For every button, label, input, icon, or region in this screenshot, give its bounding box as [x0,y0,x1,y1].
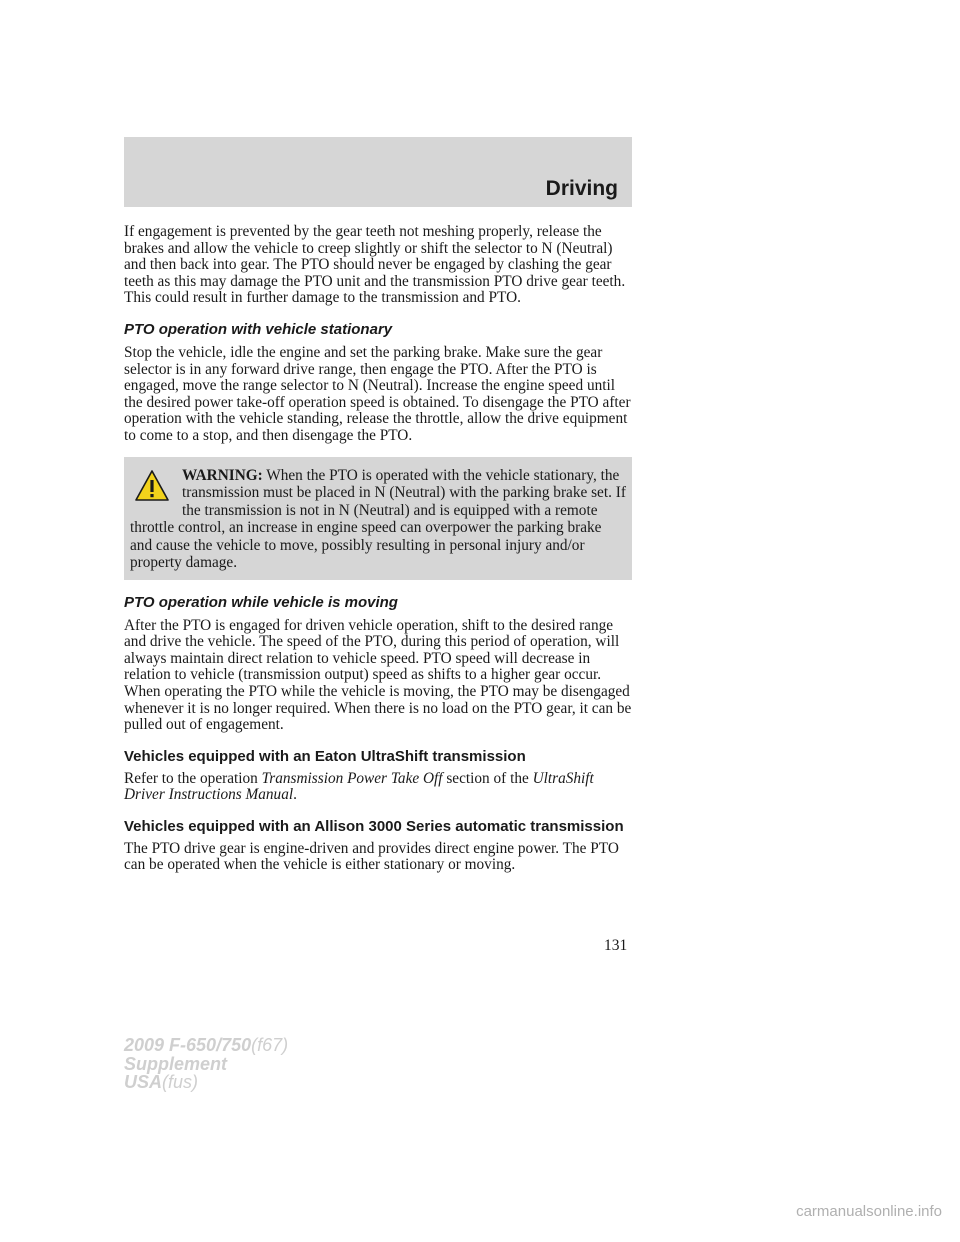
reference-section-name: Transmission Power Take Off [261,769,443,787]
footer-model: 2009 F-650/750 [124,1035,252,1055]
paragraph-eaton-ultrashift [124,771,632,804]
footer-market: USA [124,1072,163,1092]
heading-pto-stationary: PTO operation with vehicle stationary [124,320,393,338]
footer-line-market [124,1073,288,1092]
paragraph-text: section of the [442,769,533,787]
footer-model-code: (f67) [251,1035,289,1055]
section-title: Driving [545,177,618,200]
footer-market-code: (fus) [162,1072,199,1092]
heading-eaton-ultrashift: Vehicles equipped with an Eaton UltraShift transmission [124,747,526,765]
heading-pto-moving: PTO operation while vehicle is moving [124,593,398,611]
page-content [124,224,632,884]
paragraph-text: . [293,786,297,804]
warning-label: WARNING: [182,466,263,484]
paragraph-pto-moving: After the PTO is engaged for driven vehicle operation, shift to the desired range and drive the vehicle. The speed of the PTO, during this period of operation, will always maintain direct relation to vehicle speed. PTO speed will decrease in relation to vehicle (transmission output) speed as shifts to a higher gear occur. When operating the PTO while the vehicle is moving, the PTO may be disengaged whenever it is no longer required. When there is no load on the PTO gear, it can be pulled out of engagement. [124,616,632,734]
warning-triangle-icon [134,469,170,503]
paragraph-gear-engagement: If engagement is prevented by the gear teeth not meshing properly, release the brakes and allow the vehicle to creep slightly or shift the selector to N (Neutral) and then back into gear. The PTO should never be engaged by clashing the gear teeth as this may damage the PTO unit and the transmission PTO drive gear teeth. This could result in further damage to the transmission and PTO. [124,223,626,307]
warning-text-block [130,467,626,572]
watermark: carmanualsonline.info [796,1203,942,1220]
paragraph-allison-3000: The PTO drive gear is engine-driven and provides direct engine power. The PTO can be operated when the vehicle is either stationary or moving. [124,839,619,874]
warning-text: When the PTO is operated with the vehicle stationary, the transmission must be placed in N (Neutral) with the parking brake set. If the transmission is not in N (Neutral) and is equipped with a remote throttle control, an increase in engine speed can overpower the parking brake and cause the vehicle to move, possibly resulting in personal injury and/or property damage. [130,466,626,572]
page-number: 131 [604,937,628,954]
paragraph-pto-stationary: Stop the vehicle, idle the engine and set the parking brake. Make sure the gear selector is in any forward drive range, then engage the PTO. After the PTO is engaged, move the range selector to N (Neutral). Increase the engine speed until the desired power take-off operation speed is obtained. To disengage the PTO after operation with the vehicle standing, release the throttle, allow the drive equipment to come to a stop, and then disengage the PTO. [124,343,631,444]
footer-line-model [124,1036,288,1055]
footer-line-supplement: Supplement [124,1053,228,1074]
section-header [124,137,632,207]
paragraph-text: Refer to the operation [124,769,262,787]
warning-box [124,457,632,580]
heading-allison-3000: Vehicles equipped with an Allison 3000 Series automatic transmission [124,817,624,835]
reference-manual-name: UltraShift Driver Instructions Manual [124,769,594,804]
document-footer [124,1036,288,1092]
